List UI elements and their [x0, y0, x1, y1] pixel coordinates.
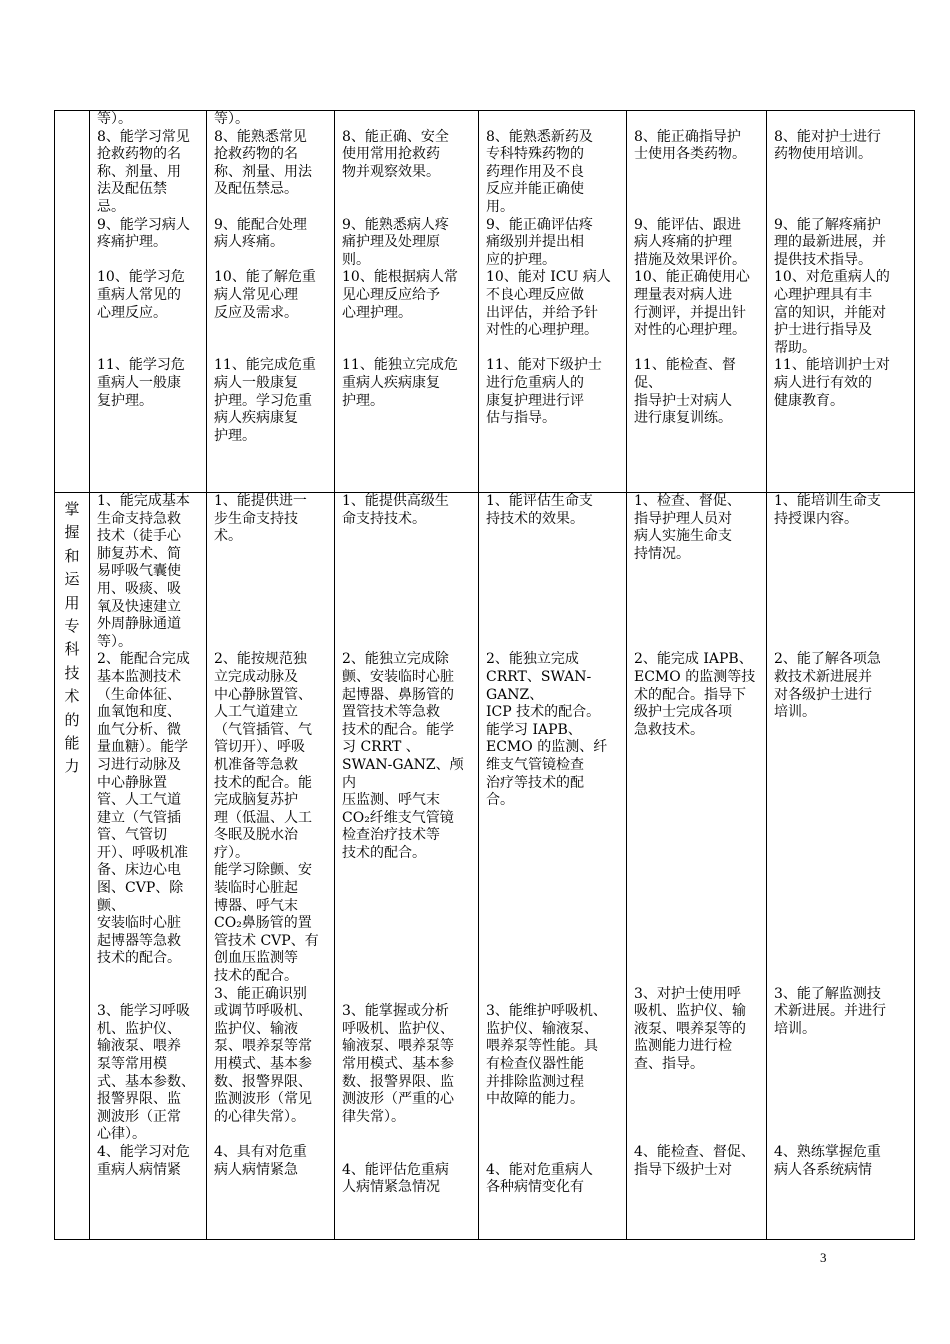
level-3-cell: 8、能正确、安全 使用常用抢救药 物并观察效果。 9、能熟悉病人疼 痛护理及处理原 则。 10、能根据病人常 见心理反应给予 心理护理。 11、能独立完成危 重病人疾病康复 护理。 [335, 111, 479, 493]
table-row [55, 111, 915, 493]
level-5-cell: 8、能正确指导护 士使用各类药物。 9、能评估、跟进 病人疼痛的护理 措施及效果评价。 10、能正确使用心 理量表对病人进 行测评，并提出针 对性的心理护理。 11、能检查、督促、 指导护士对病人 进行康复训练。 [627, 111, 767, 493]
level-4-cell: 1、能评估生命支 持技术的效果。 2、能独立完成 CRRT、SWAN-GANZ、 ICP 技术的配合。 能学习 IAPB、 ECMO 的监测、纤 维支气管镜检查 治疗等技术的配 合。 3、能维护呼吸机、 监护仪、输液泵、 喂养泵等性能。具 有检查仪器性能 并排除监测过程 中故障的能力。 4、能对危重病人 各种病情变化有 [479, 493, 627, 1240]
table-row [55, 493, 915, 1240]
page-number: 3 [820, 1250, 827, 1265]
section-label: 掌 握 和 运 用 专 科 技 术 的 能 力 [64, 500, 80, 776]
level-6-cell: 1、能培训生命支 持授课内容。 2、能了解各项急 救技术新进展并 对各级护士进行 培训。 3、能了解监测技 术新进展。并进行 培训。 4、熟练掌握危重 病人各系统病情 [767, 493, 915, 1240]
level-4-cell: 8、能熟悉新药及 专科特殊药物的 药理作用及不良 反应并能正确使 用。 9、能正确评估疼 痛级别并提出相 应的护理。 10、能对 ICU 病人 不良心理反应做 出评估，并给予针 对性的心理护理。 11、能对下级护士 进行危重病人的 康复护理进行评 估与指导。 [479, 111, 627, 493]
level-2-cell: 1、能提供进一 步生命支持技 术。 2、能按规范独 立完成动脉及 中心静脉置管、 人工气道建立 （气管插管、气 管切开）、呼吸 机准备等急救 技术的配合。能 完成脑复苏护 理（低温、人工 冬眠及脱水治 疗）。 能学习除颤、安 装临时心脏起 博器、呼气末 CO₂鼻肠管的置 管技术 CVP、有 创血压监测等 技术的配合。 3、能正确识别 或调节呼吸机、 监护仪、输液 泵、喂养泵等常 用模式、基本参 数、报警界限、 监测波形（常见 的心律失常）。 4、具有对危重 病人病情紧急 [207, 493, 335, 1240]
level-6-cell: 8、能对护士进行 药物使用培训。 9、能了解疼痛护 理的最新进展，并 提供技术指导。 10、对危重病人的 心理护理具有丰 富的知识，并能对 护士进行指导及 帮助。 11、能培训护士对 病人进行有效的 健康教育。 [767, 111, 915, 493]
level-1-cell: 1、能完成基本 生命支持急救 技术（徒手心 肺复苏术、简 易呼吸气囊使 用、吸痰、吸 氧及快速建立 外周静脉通道 等）。 2、能配合完成 基本监测技术 （生命体征、 血氧饱和度、 血气分析、微 量血糖）。能学 习进行动脉及 中心静脉置 管、人工气道 建立（气管插 管、气管切 开）、呼吸机准 备、床边心电 图、CVP、除颤、 安装临时心脏 起博器等急救 技术的配合。 3、能学习呼吸 机、监护仪、 输液泵、喂养 泵等常用模 式、基本参数、 报警界限、监 测波形（正常 心律）。 4、能学习对危 重病人病情紧 [90, 493, 207, 1240]
section-label-cell [55, 493, 90, 1240]
level-3-cell: 1、能提供高级生 命支持技术。 2、能独立完成除 颤、安装临时心脏 起博器、鼻肠管的 置管技术等急救 技术的配合。能学 习 CRRT 、 SWAN-GANZ、颅内 压监测、呼气末 CO₂纤维支气管镜 检查治疗技术等 技术的配合。 3、能掌握或分析 呼吸机、监护仪、 输液泵、喂养泵等 常用模式、基本参 数、报警界限、监 测波形（严重的心 律失常）。 4、能评估危重病 人病情紧急情况 [335, 493, 479, 1240]
competency-table [54, 110, 915, 1240]
section-label-cell [55, 111, 90, 493]
level-5-cell: 1、检查、督促、 指导护理人员对 病人实施生命支 持情况。 2、能完成 IAPB、 ECMO 的监测等技 术的配合。指导下 级护士完成各项 急救技术。 3、对护士使用呼 吸机、监护仪、输 液泵、喂养泵等的 监测能力进行检 查、指导。 4、能检查、督促、 指导下级护士对 [627, 493, 767, 1240]
level-1-cell: 等）。 8、能学习常见 抢救药物的名 称、剂量、用 法及配伍禁 忌。 9、能学习病人 疼痛护理。 10、能学习危 重病人常见的 心理反应。 11、能学习危 重病人一般康 复护理。 [90, 111, 207, 493]
level-2-cell: 等）。 8、能熟悉常见 抢救药物的名 称、剂量、用法 及配伍禁忌。 9、能配合处理 病人疼痛。 10、能了解危重 病人常见心理 反应及需求。 11、能完成危重 病人一般康复 护理。学习危重 病人疾病康复 护理。 [207, 111, 335, 493]
